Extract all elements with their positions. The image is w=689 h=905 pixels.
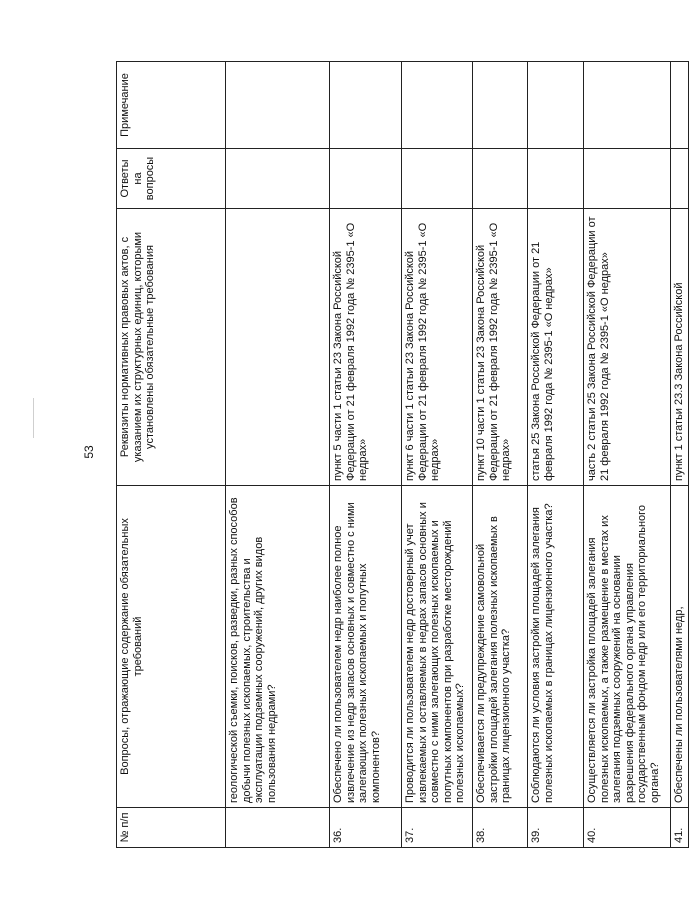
header-answers: Ответы на вопросы bbox=[117, 149, 226, 209]
cell-question: геологической съемки, поисков, разведки, разных способов добычи полезных ископаемых, строительства и эксплуатации подземных сооружений, других видов пользования недрами? bbox=[226, 486, 330, 808]
cell-note bbox=[473, 62, 528, 149]
cell-answers bbox=[473, 149, 528, 209]
table-row bbox=[528, 62, 584, 848]
cell-requisites: пункт 1 статьи 23.3 Закона Российской bbox=[671, 209, 689, 486]
table-row bbox=[671, 62, 689, 848]
cell-note bbox=[330, 62, 402, 149]
cell-answers bbox=[528, 149, 584, 209]
cell-requisites: пункт 5 части 1 статьи 23 Закона Российской Федерации от 21 февраля 1992 года № 2395-1 «О недрах» bbox=[330, 209, 402, 486]
cell-num: 41. bbox=[671, 808, 689, 848]
cell-num: 36. bbox=[330, 808, 402, 848]
cell-question: Обеспечены ли пользователями недр, bbox=[671, 486, 689, 808]
scan-mark bbox=[33, 398, 34, 438]
table-row bbox=[402, 62, 473, 848]
cell-num: 39. bbox=[528, 808, 584, 848]
cell-num: 40. bbox=[584, 808, 671, 848]
cell-question: Обеспечивается ли предупреждение самовольной застройки площадей залегания полезных ископаемых в границах лицензионного участка? bbox=[473, 486, 528, 808]
table-row bbox=[584, 62, 671, 848]
cell-answers bbox=[402, 149, 473, 209]
cell-question: Проводится ли пользователем недр достоверный учет извлекаемых и оставляемых в недрах запасов основных и совместно с ними залегающих полезных ископаемых и попутных компонентов при разработке месторождений полезных ископаемых? bbox=[402, 486, 473, 808]
cell-note bbox=[671, 62, 689, 149]
cell-note bbox=[402, 62, 473, 149]
cell-question: Соблюдаются ли условия застройки площадей залегания полезных ископаемых в границах лицензионного участка? bbox=[528, 486, 584, 808]
table-header-row bbox=[117, 62, 226, 848]
cell-answers bbox=[226, 149, 330, 209]
cell-num: 38. bbox=[473, 808, 528, 848]
cell-note bbox=[584, 62, 671, 149]
header-requisites: Реквизиты нормативных правовых актов, с указанием их структурных единиц, которыми установлены обязательные требования bbox=[117, 209, 226, 486]
table-row bbox=[473, 62, 528, 848]
cell-answers bbox=[671, 149, 689, 209]
cell-note bbox=[528, 62, 584, 149]
cell-answers bbox=[584, 149, 671, 209]
table-row bbox=[226, 62, 330, 848]
header-question: Вопросы, отражающие содержание обязательных требований bbox=[117, 486, 226, 808]
cell-requisites: часть 2 статьи 25 Закона Российской Федерации от 21 февраля 1992 года № 2395-1 «О недрах» bbox=[584, 209, 671, 486]
requirements-grid bbox=[116, 61, 689, 848]
cell-num: 37. bbox=[402, 808, 473, 848]
cell-requisites: пункт 10 части 1 статьи 23 Закона Российской Федерации от 21 февраля 1992 года № 2395-1 «О недрах» bbox=[473, 209, 528, 486]
header-note: Примечание bbox=[117, 62, 226, 149]
cell-question: Обеспечено ли пользователем недр наиболее полное извлечение из недр запасов основных и совместно с ними залегающих полезных ископаемых и попутных компонентов? bbox=[330, 486, 402, 808]
page-number: 53 bbox=[82, 445, 96, 459]
cell-answers bbox=[330, 149, 402, 209]
table-row bbox=[330, 62, 402, 848]
cell-note bbox=[226, 62, 330, 149]
cell-requisites bbox=[226, 209, 330, 486]
requirements-table bbox=[116, 62, 685, 848]
header-num: № п/п bbox=[117, 808, 226, 848]
cell-question: Осуществляется ли застройка площадей залегания полезных ископаемых, а также размещение в местах их залегания подземных сооружений на основании разрешения федерального органа управления государственным фондом недр или его территориального органа? bbox=[584, 486, 671, 808]
cell-num bbox=[226, 808, 330, 848]
cell-requisites: статья 25 Закона Российской Федерации от 21 февраля 1992 года № 2395-1 «О недрах» bbox=[528, 209, 584, 486]
cell-requisites: пункт 6 части 1 статьи 23 Закона Российской Федерации от 21 февраля 1992 года № 2395-1 «О недрах» bbox=[402, 209, 473, 486]
